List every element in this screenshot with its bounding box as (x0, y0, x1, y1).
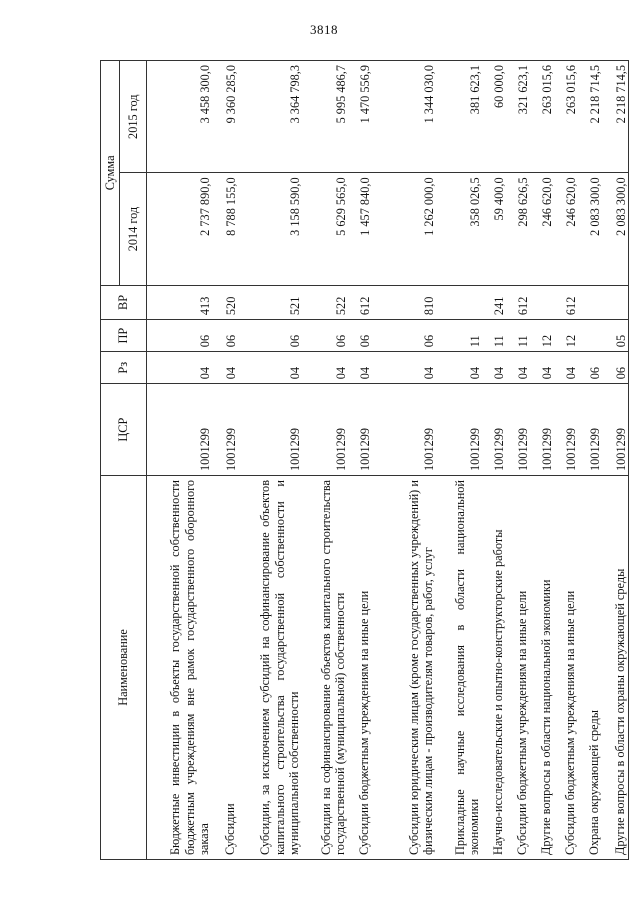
table-row (603, 61, 629, 860)
row-2014: 246 620,0 (555, 173, 579, 285)
row-pr: 11 (437, 320, 483, 352)
row-name: Научно-исследовательские и опытно-конструкторские работы (483, 475, 507, 859)
row-rz: 04 (349, 352, 373, 384)
row-csr: 1001299 (147, 384, 213, 476)
table-row (349, 61, 373, 860)
row-vr: 522 (303, 285, 349, 319)
row-2015: 381 623,1 (437, 61, 483, 173)
header-sum: Сумма (101, 61, 120, 286)
row-rz: 04 (147, 352, 213, 384)
header-vr: ВР (101, 285, 147, 319)
table-row (483, 61, 507, 860)
row-rz: 04 (555, 352, 579, 384)
row-2015: 3 458 300,0 (147, 61, 213, 173)
row-2014: 3 158 590,0 (239, 173, 303, 285)
table-row (579, 61, 603, 860)
row-csr: 1001299 (579, 384, 603, 476)
row-2014: 2 083 300,0 (603, 173, 629, 285)
page-number: 3818 (310, 22, 338, 37)
row-2014: 358 026,5 (437, 173, 483, 285)
row-name: Субсидии юридическим лицам (кроме государственных учреждений) и физическим лицам - производителям товаров, работ, услуг (373, 475, 437, 859)
row-vr: 612 (507, 285, 531, 319)
header-pr: ПР (101, 320, 147, 352)
row-rz: 04 (239, 352, 303, 384)
row-rz: 04 (213, 352, 239, 384)
row-vr: 520 (213, 285, 239, 319)
header-csr: ЦСР (101, 384, 147, 476)
row-csr: 1001299 (213, 384, 239, 476)
row-csr: 1001299 (483, 384, 507, 476)
table-row (555, 61, 579, 860)
header-2014: 2014 год (120, 173, 147, 285)
row-2015: 3 364 798,3 (239, 61, 303, 173)
row-name: Охрана окружающей среды (579, 475, 603, 859)
table-header (101, 61, 147, 860)
row-name: Субсидии бюджетным учреждениям на иные цели (349, 475, 373, 859)
row-2015: 263 015,6 (531, 61, 555, 173)
row-pr: 12 (555, 320, 579, 352)
row-2014: 59 400,0 (483, 173, 507, 285)
row-vr: 810 (373, 285, 437, 319)
row-csr: 1001299 (373, 384, 437, 476)
row-2014: 5 629 565,0 (303, 173, 349, 285)
row-pr: 06 (303, 320, 349, 352)
row-2014: 2 083 300,0 (579, 173, 603, 285)
row-2015: 1 470 556,9 (349, 61, 373, 173)
row-vr (437, 285, 483, 319)
row-vr: 521 (239, 285, 303, 319)
row-2015: 263 015,6 (555, 61, 579, 173)
row-name: Субсидии (213, 475, 239, 859)
budget-table (100, 60, 629, 860)
header-2015: 2015 год (120, 61, 147, 173)
row-2014: 1 262 000,0 (373, 173, 437, 285)
row-2015: 1 344 030,0 (373, 61, 437, 173)
header-name: Наименование (101, 475, 147, 859)
row-2014: 2 737 890,0 (147, 173, 213, 285)
row-rz: 04 (303, 352, 349, 384)
table-row (147, 61, 213, 860)
row-name: Субсидии бюджетным учреждениям на иные цели (507, 475, 531, 859)
table-row (437, 61, 483, 860)
row-vr (579, 285, 603, 319)
header-rz: Рз (101, 352, 147, 384)
row-pr: 06 (349, 320, 373, 352)
row-pr: 06 (213, 320, 239, 352)
row-rz: 04 (531, 352, 555, 384)
row-2014: 298 626,5 (507, 173, 531, 285)
row-rz: 04 (507, 352, 531, 384)
row-rz: 04 (483, 352, 507, 384)
row-2015: 2 218 714,5 (579, 61, 603, 173)
row-pr: 06 (147, 320, 213, 352)
row-2015: 9 360 285,0 (213, 61, 239, 173)
row-2014: 1 457 840,0 (349, 173, 373, 285)
row-csr: 1001299 (555, 384, 579, 476)
row-vr: 241 (483, 285, 507, 319)
table-row (531, 61, 555, 860)
table-body (147, 61, 629, 860)
row-rz: 06 (579, 352, 603, 384)
row-name: Прикладные научные исследования в области национальной экономики (437, 475, 483, 859)
row-2015: 2 218 714,5 (603, 61, 629, 173)
row-csr: 1001299 (239, 384, 303, 476)
row-pr: 11 (507, 320, 531, 352)
row-name: Субсидии бюджетным учреждениям на иные цели (555, 475, 579, 859)
row-vr: 612 (555, 285, 579, 319)
row-2015: 321 623,1 (507, 61, 531, 173)
row-rz: 04 (437, 352, 483, 384)
row-2015: 5 995 486,7 (303, 61, 349, 173)
row-vr: 413 (147, 285, 213, 319)
row-csr: 1001299 (603, 384, 629, 476)
row-pr: 05 (603, 320, 629, 352)
row-name: Другие вопросы в области национальной экономики (531, 475, 555, 859)
row-2015: 60 000,0 (483, 61, 507, 173)
row-pr (579, 320, 603, 352)
row-2014: 8 788 155,0 (213, 173, 239, 285)
row-pr: 11 (483, 320, 507, 352)
rotated-table-container (100, 60, 628, 860)
row-vr (603, 285, 629, 319)
row-name: Субсидии на софинансирование объектов капитального строительства государственной (муниципальной) собственности (303, 475, 349, 859)
row-pr: 06 (239, 320, 303, 352)
row-csr: 1001299 (507, 384, 531, 476)
table-row (303, 61, 349, 860)
row-csr: 1001299 (437, 384, 483, 476)
row-2014: 246 620,0 (531, 173, 555, 285)
row-pr: 06 (373, 320, 437, 352)
row-rz: 04 (373, 352, 437, 384)
table-row (373, 61, 437, 860)
row-csr: 1001299 (303, 384, 349, 476)
table-row (239, 61, 303, 860)
row-csr: 1001299 (531, 384, 555, 476)
row-name: Бюджетные инвестиции в объекты государственной собственности бюджетным учреждениям вне рамок государственного оборонного заказа (147, 475, 213, 859)
row-name: Субсидии, за исключением субсидий на софинансирование объектов капитального строительства государственной собственности и муниципальной собственности (239, 475, 303, 859)
table-row (507, 61, 531, 860)
table-row (213, 61, 239, 860)
row-vr (531, 285, 555, 319)
row-csr: 1001299 (349, 384, 373, 476)
row-name: Другие вопросы в области охраны окружающей среды (603, 475, 629, 859)
row-vr: 612 (349, 285, 373, 319)
row-pr: 12 (531, 320, 555, 352)
row-rz: 06 (603, 352, 629, 384)
